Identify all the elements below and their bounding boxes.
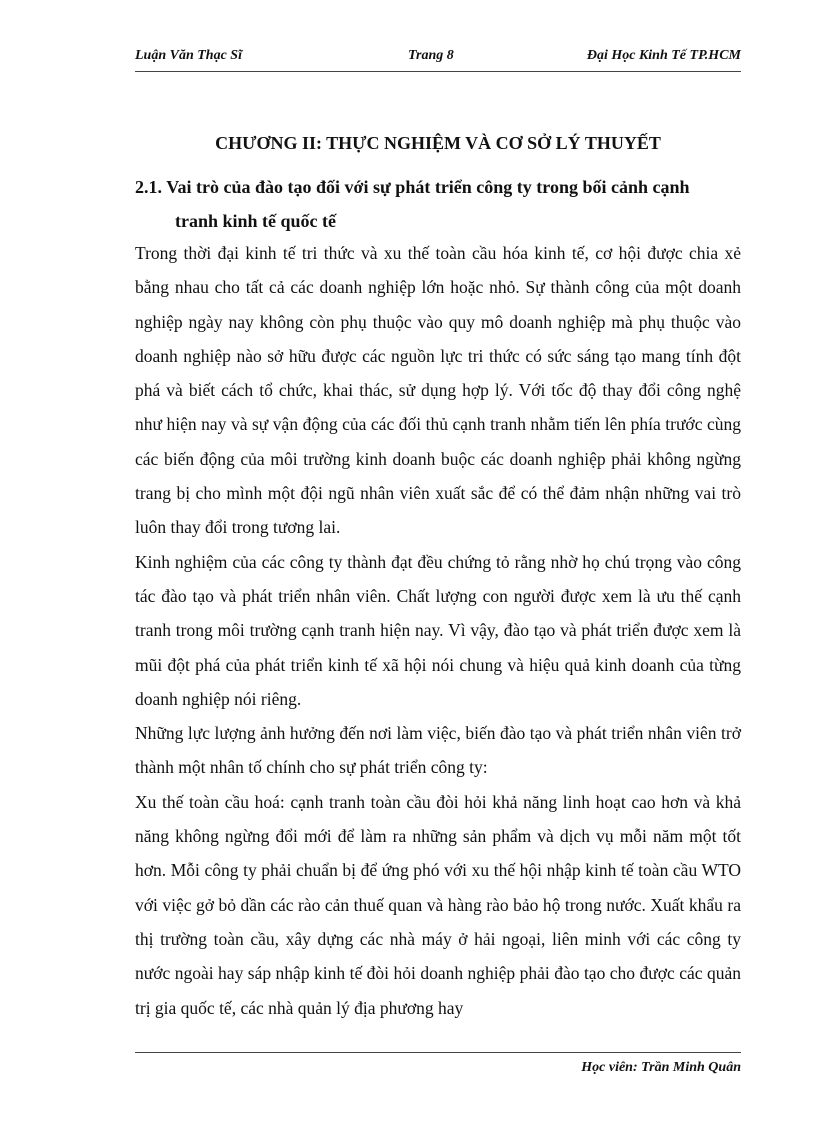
section-title-line-1: Vai trò của đào tạo đối với sự phát triển công ty trong bối cảnh cạnh bbox=[166, 177, 690, 197]
header-thesis-type: Luận Văn Thạc Sĩ bbox=[135, 48, 242, 63]
section-number: 2.1. bbox=[135, 177, 162, 197]
header-page-number: Trang 8 bbox=[408, 48, 454, 63]
paragraph: Kinh nghiệm của các công ty thành đạt đều chứng tỏ rằng nhờ họ chú trọng vào công tác đào tạo và phát triển nhân viên. Chất lượng con người được xem là ưu thế cạnh tranh trong môi trường cạnh tranh hiện nay. Vì vậy, đào tạo và phát triển được xem là mũi đột phá của phát triển kinh tế xã hội nói chung và hiệu quả kinh doanh của từng doanh nghiệp nói riêng. bbox=[135, 551, 741, 709]
header-university: Đại Học Kinh Tế TP.HCM bbox=[586, 48, 741, 63]
page-header bbox=[135, 48, 741, 70]
footer-divider bbox=[135, 1052, 741, 1053]
chapter-title: CHƯƠNG II: THỰC NGHIỆM VÀ CƠ SỞ LÝ THUYẾT bbox=[215, 133, 661, 153]
body-text bbox=[135, 236, 741, 1025]
footer-student-name: Học viên: Trần Minh Quân bbox=[581, 1060, 741, 1075]
section-title-line-2: tranh kinh tế quốc tế bbox=[175, 211, 337, 231]
paragraph: Xu thế toàn cầu hoá: cạnh tranh toàn cầu đòi hỏi khả năng linh hoạt cao hơn và khả năng không ngừng đổi mới để làm ra những sản phẩm và dịch vụ mỗi năm một tốt hơn. Mỗi công ty phải chuẩn bị để ứng phó với xu thế hội nhập kinh tế toàn cầu WTO với việc gở bỏ dần các rào cản thuế quan và hàng rào bảo hộ trong nước. Xuất khẩu ra thị trường toàn cầu, xây dựng các nhà máy ở hải ngoại, liên minh với các công ty nước ngoài hay sáp nhập kinh tế đòi hỏi doanh nghiệp phải đào tạo cho được các quản trị gia quốc tế, các nhà quản lý địa phương hay bbox=[135, 791, 741, 1018]
header-divider bbox=[135, 71, 741, 72]
paragraph: Những lực lượng ảnh hưởng đến nơi làm việc, biến đào tạo và phát triển nhân viên trở thành một nhân tố chính cho sự phát triển công ty: bbox=[135, 723, 741, 778]
section-heading bbox=[135, 170, 741, 238]
paragraph: Trong thời đại kinh tế tri thức và xu thế toàn cầu hóa kinh tế, cơ hội được chia xẻ bằng nhau cho tất cả các doanh nghiệp lớn hoặc nhỏ. Sự thành công của một doanh nghiệp ngày nay không còn phụ thuộc vào quy mô doanh nghiệp mà phụ thuộc vào doanh nghiệp nào sở hữu được các nguồn lực tri thức có sức sáng tạo mang tính đột phá và biết cách tổ chức, khai thác, sử dụng hợp lý. Với tốc độ thay đổi công nghệ như hiện nay và sự vận động của các đối thủ cạnh tranh nhằm tiến lên phía trước cùng các biến động của môi trường kinh doanh buộc các doanh nghiệp phải không ngừng trang bị cho mình một đội ngũ nhân viên xuất sắc để có thể đảm nhận những vai trò luôn thay đổi trong tương lai. bbox=[135, 243, 741, 538]
